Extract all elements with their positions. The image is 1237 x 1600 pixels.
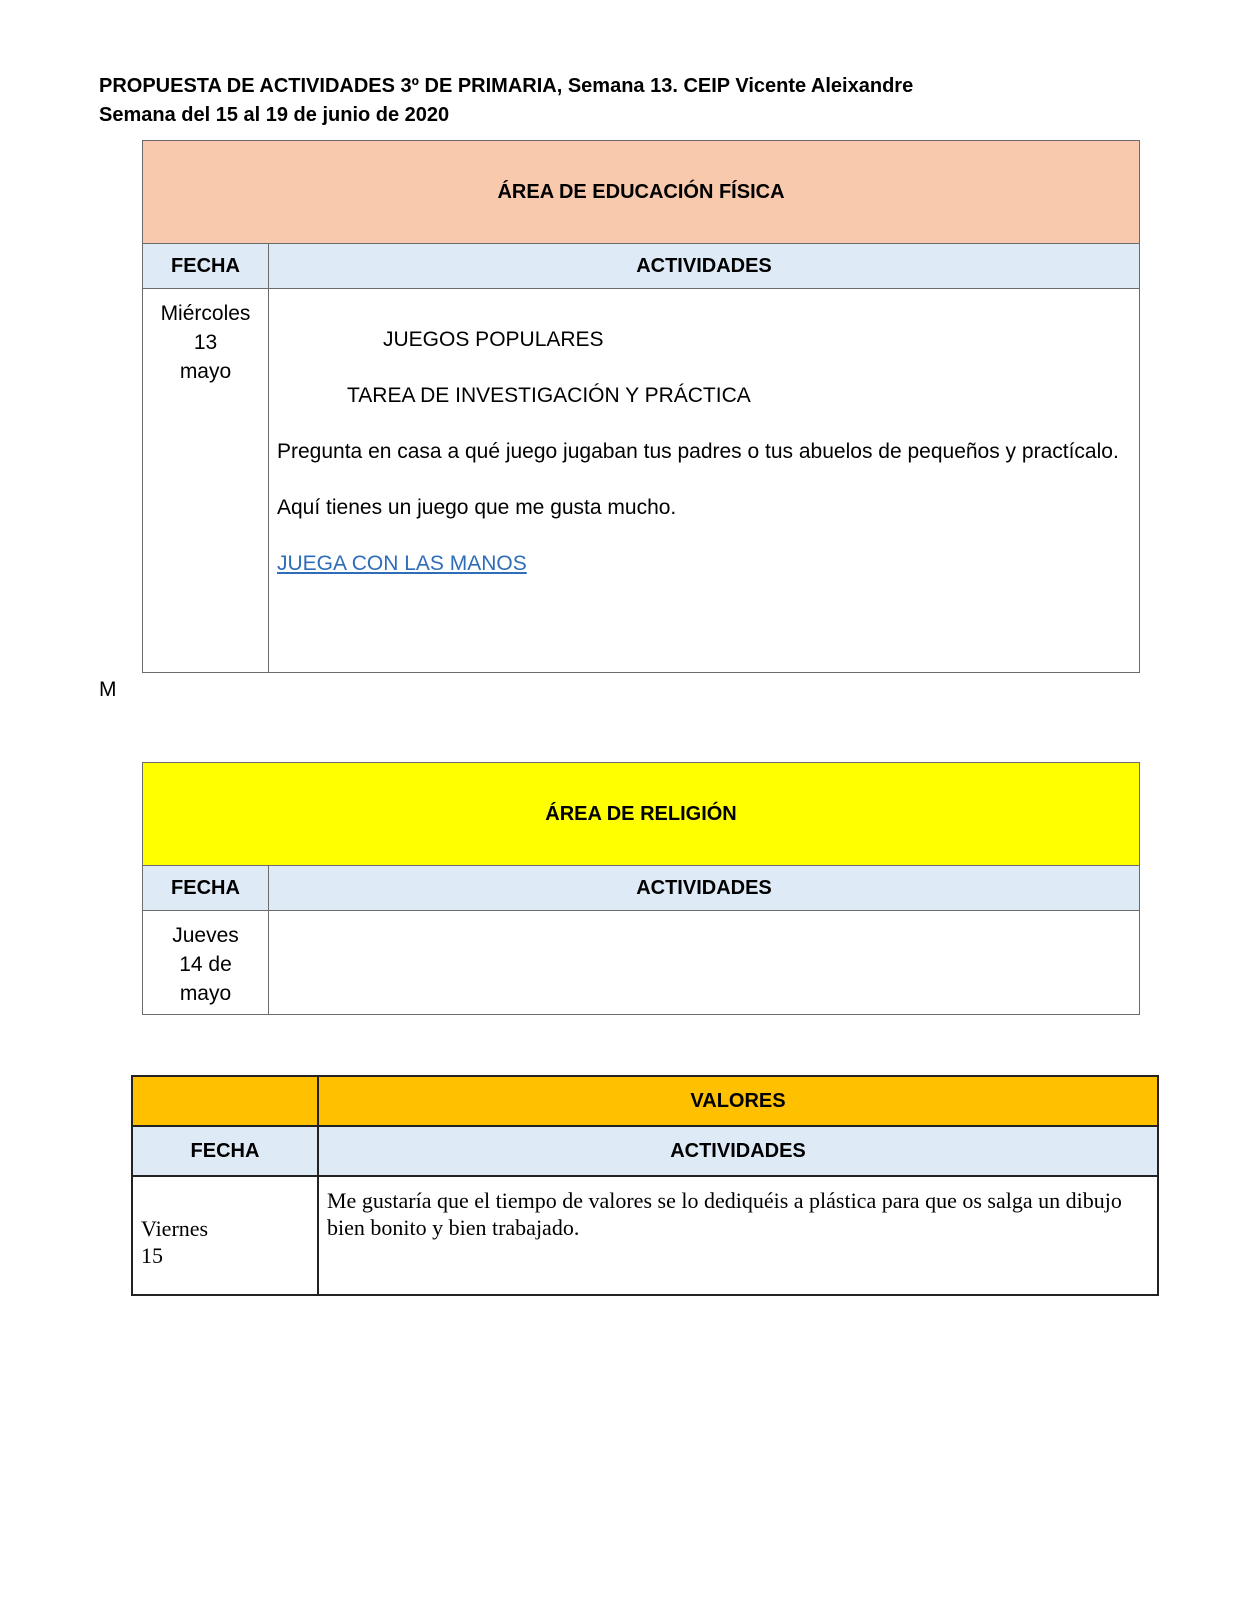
valores-fecha-header: FECHA bbox=[132, 1126, 318, 1176]
religion-actividades-header: ACTIVIDADES bbox=[269, 866, 1140, 911]
pe-paragraph-1: Pregunta en casa a qué juego jugaban tus padres o tus abuelos de pequeños y practícalo. bbox=[277, 440, 1119, 463]
pe-date-day: 13 bbox=[193, 331, 218, 354]
religion-fecha-header: FECHA bbox=[143, 866, 269, 911]
valores-date-day: 15 bbox=[141, 1243, 163, 1268]
religion-area-title: ÁREA DE RELIGIÓN bbox=[143, 763, 1140, 866]
page-title bbox=[99, 72, 913, 130]
religion-activities-cell bbox=[269, 911, 1140, 1015]
religion-date-month: mayo bbox=[179, 982, 232, 1005]
pe-date-month: mayo bbox=[179, 360, 232, 383]
pe-date-cell bbox=[143, 289, 269, 673]
pe-area-title: ÁREA DE EDUCACIÓN FÍSICA bbox=[143, 141, 1140, 244]
valores-date-cell bbox=[132, 1176, 318, 1295]
valores-empty-header bbox=[132, 1076, 318, 1126]
valores-activity-text: Me gustaría que el tiempo de valores se lo dediquéis a plástica para que os salga un dibujo bien bonito y bien trabajado. bbox=[318, 1176, 1158, 1295]
religion-date-weekday: Jueves bbox=[172, 924, 239, 947]
valores-table bbox=[131, 1075, 1159, 1296]
pe-paragraph-2: Aquí tienes un juego que me gusta mucho. bbox=[277, 496, 677, 519]
title-line-1: PROPUESTA DE ACTIVIDADES 3º DE PRIMARIA, Semana 13. CEIP Vicente Aleixandre bbox=[99, 75, 914, 97]
valores-actividades-header: ACTIVIDADES bbox=[318, 1126, 1158, 1176]
juega-con-las-manos-link[interactable]: JUEGA CON LAS MANOS bbox=[277, 552, 527, 575]
valores-date-weekday: Viernes bbox=[141, 1216, 209, 1241]
pe-activity-subtitle: TAREA DE INVESTIGACIÓN Y PRÁCTICA bbox=[347, 384, 751, 407]
pe-date-weekday: Miércoles bbox=[160, 302, 251, 325]
pe-activity-title: JUEGOS POPULARES bbox=[383, 328, 604, 351]
pe-activities-cell bbox=[269, 289, 1140, 673]
title-line-2: Semana del 15 al 19 de junio de 2020 bbox=[99, 104, 450, 126]
pe-actividades-header: ACTIVIDADES bbox=[269, 244, 1140, 289]
religion-table bbox=[142, 762, 1140, 1015]
valores-title: VALORES bbox=[318, 1076, 1158, 1126]
religion-date-day: 14 de bbox=[179, 953, 232, 976]
religion-date-cell bbox=[143, 911, 269, 1015]
stray-text: M bbox=[99, 678, 117, 701]
pe-fecha-header: FECHA bbox=[143, 244, 269, 289]
physical-education-table bbox=[142, 140, 1140, 673]
